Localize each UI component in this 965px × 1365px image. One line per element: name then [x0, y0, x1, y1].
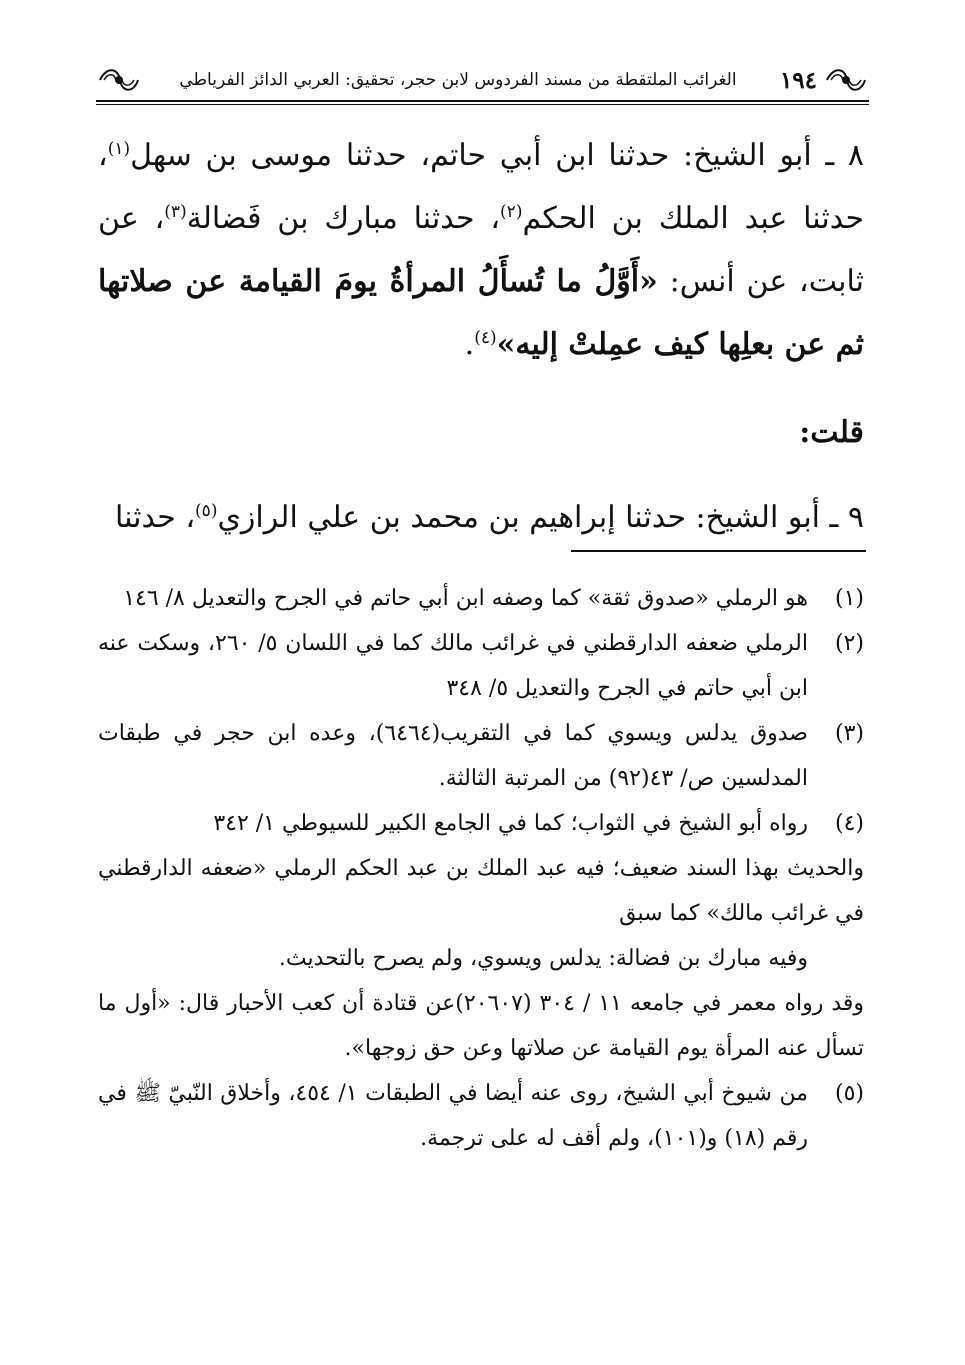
footnote-text	[98, 801, 808, 846]
header-rule-thin	[96, 104, 869, 105]
isnad-text: ٩ ـ أبو الشيخ: حدثنا إبراهيم بن محمد بن علي الرازي	[217, 500, 864, 535]
footnote-text	[98, 621, 808, 711]
isnad-text: ٨ ـ أبو الشيخ: حدثنا ابن أبي حاتم، حدثنا موسى بن سهل	[130, 138, 864, 173]
footnote-2	[98, 621, 864, 711]
footnote-line: وقد رواه معمر في جامعه ١١ / ٣٠٤ (٢٠٦٠٧)عن قتادة أن كعب الأحبار قال: «أول ما تسأل عنه المرأة يوم القيامة عن صلاتها وعن حق زوجها».	[98, 991, 865, 1061]
footnote-line: والحديث بهذا السند ضعيف؛ فيه عبد الملك بن عبد الحكم الرملي «ضعفه الدارقطني في غرائب مالك» كما سبق	[98, 856, 864, 926]
isnad-text: ، حدثنا مبارك بن فَضالة	[186, 201, 501, 236]
isnad-text: ، عن ثابت، عن أنس:	[98, 201, 864, 299]
page-number: ١٩٤	[779, 66, 817, 94]
isnad-text: ، حدثنا	[114, 500, 196, 535]
footnote-ref-4[interactable]: (٤)	[474, 328, 497, 348]
footnote-number: (١)	[834, 586, 864, 611]
footnote-ref-3[interactable]: (٣)	[164, 202, 187, 222]
footnote-line: وفيه مبارك بن فضالة: يدلس ويسوي، ولم يصرح بالتحديث.	[278, 946, 808, 971]
footnote-line: صدوق يدلس ويسوي كما في التقريب(٦٤٦٤)، وعده ابن حجر في طبقات المدلسين ص/ ٤٣(٩٢) من المرتبة الثالثة.	[98, 721, 808, 791]
footnote-text	[98, 711, 808, 801]
footnote-number: (٣)	[834, 721, 864, 746]
footnote-text	[98, 576, 808, 621]
header-rule	[96, 100, 869, 102]
footnote-ref-2[interactable]: (٢)	[500, 202, 523, 222]
footnote-4	[98, 801, 864, 846]
footnote-line: الرملي ضعفه الدارقطني في غرائب مالك كما في اللسان ٥/ ٢٦٠، وسكت عنه ابن أبي حاتم في الجرح والتعديل ٥/ ٣٤٨	[98, 631, 808, 701]
hadith-matn: «أَوَّلُ ما تُسأَلُ المرأةُ يومَ القيامة عن صلاتها ثم عن بعلِها كيف عمِلتْ إليه»	[98, 264, 864, 362]
ornament-right-icon	[823, 65, 869, 95]
hadith-paragraph-8	[98, 124, 864, 376]
footnote-ref-5[interactable]: (٥)	[195, 501, 218, 521]
footnote-number: (٢)	[834, 631, 864, 656]
footnote-number: (٤)	[834, 811, 864, 836]
period: .	[464, 327, 475, 362]
footnotes	[98, 576, 864, 1161]
footnote-number: (٥)	[834, 1081, 864, 1106]
footnote-line: رواه أبو الشيخ في الثواب؛ كما في الجامع الكبير للسيوطي ١/ ٣٤٢	[213, 811, 808, 836]
footnote-ref-1[interactable]: (١)	[107, 139, 131, 159]
isnad-text: ، حدثنا عبد الملك بن الحكم	[98, 138, 864, 236]
footnote-line: من شيوخ أبي الشيخ، روى عنه أيضا في الطبقات ١/ ٤٥٤، وأخلاق النّبيّ ﷺ في رقم (١٨) و(١٠١)، ولم أقف له على ترجمة.	[98, 1081, 809, 1151]
footnote-1	[98, 576, 864, 621]
footnote-4-continuation	[98, 846, 864, 1071]
footnote-text	[98, 1071, 808, 1161]
hadith-paragraph-9	[98, 486, 864, 549]
footnote-line: هو الرملي «صدوق ثقة» كما وصفه ابن أبي حاتم في الجرح والتعديل ٨/ ١٤٦	[123, 586, 808, 611]
qult-heading: قلت:	[799, 415, 864, 450]
footnote-separator	[571, 550, 866, 552]
running-title: الغرائب الملتقطة من مسند الفردوس لابن حجر، تحقيق: العربي الدائز الفرياطي	[179, 70, 737, 90]
footnote-text	[98, 846, 864, 1071]
footnote-5	[98, 1071, 864, 1161]
footnote-3	[98, 711, 864, 801]
ornament-left-icon	[96, 65, 142, 95]
page-header	[96, 62, 869, 98]
main-text	[98, 124, 864, 549]
